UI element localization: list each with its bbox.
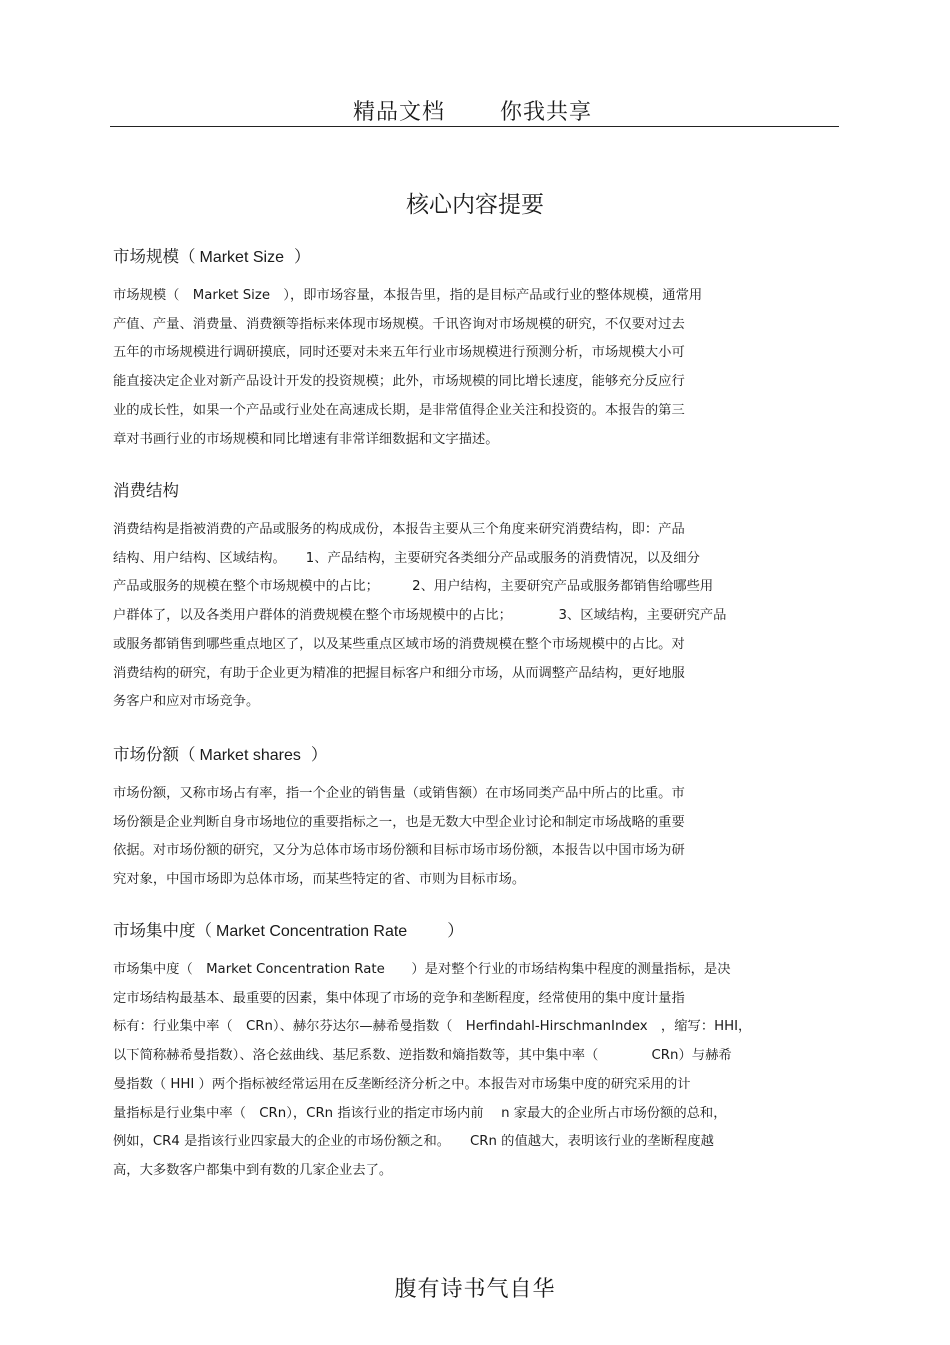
paragraph-line: 市场规模（ Market Size ），即市场容量，本报告里，指的是目标产品或行业的整体规模，通常用 [113,288,703,303]
paragraph-line: 结构、用户结构、区域结构。 1、产品结构，主要研究各类细分产品或服务的消费情况，以及细分 [113,550,700,566]
section-consumption-structure [113,476,843,717]
section-heading: 消费结构 [113,481,179,500]
header-left-text: 精品文档 [353,100,446,125]
paragraph-line: 定市场结构最基本、最重要的因素，集中体现了市场的竞争和垄断程度，经常使用的集中度计量指 [113,990,685,1006]
paragraph-line: 产值、产量、消费量、消费额等指标来体现市场规模。千讯咨询对市场规模的研究，不仅要对过去 [113,316,685,332]
section-heading: 市场集中度（ Market Concentration Rate ） [113,921,464,940]
paragraph-line: 依据。对市场份额的研究，又分为总体市场市场份额和目标市场市场份额，本报告以中国市场为研 [113,843,685,859]
paragraph-line: 消费结构是指被消费的产品或服务的构成成份，本报告主要从三个角度来研究消费结构，即：产品 [113,522,685,537]
paragraph-line: 消费结构的研究，有助于企业更为精准的把握目标客户和细分市场，从而调整产品结构，更好地服 [113,665,685,681]
paragraph-line: 高，大多数客户都集中到有数的几家企业去了。 [113,1162,393,1178]
paragraph-line: 市场集中度（ Market Concentration Rate ）是对整个行业的市场结构集中程度的测量指标，是决 [113,962,731,977]
section-market-shares [113,740,843,895]
paragraph-line: 究对象，中国市场即为总体市场，而某些特定的省、市则为目标市场。 [113,872,526,888]
paragraph-line: 量指标是行业集中率（ CRn），CRn 指该行业的指定市场内前 n 家最大的企业所占市场份额的总和， [113,1105,727,1121]
section-heading: 市场规模（ Market Size ） [113,247,311,266]
paragraph-line: 业的成长性，如果一个产品或行业处在高速成长期，是非常值得企业关注和投资的。本报告的第三 [113,402,685,418]
section-market-concentration [113,916,843,1186]
paragraph-line: 或服务都销售到哪些重点地区了，以及某些重点区域市场的消费规模在整个市场规模中的占比。对 [113,636,685,652]
section-heading: 市场份额（ Market shares ） [113,745,328,764]
page-footer: 腹有诗书气自华 [394,1277,556,1302]
paragraph-line: 务客户和应对市场竞争。 [113,694,260,710]
paragraph-line: 曼指数（ HHI ）两个指标被经常运用在反垄断经济分析之中。本报告对市场集中度的研究采用的计 [113,1076,691,1092]
paragraph-line: 例如，CR4 是指该行业四家最大的企业的市场份额之和。 CRn 的值越大，表明该行业的垄断程度越 [113,1134,714,1150]
paragraph-line: 能直接决定企业对新产品设计开发的投资规模；此外，市场规模的同比增长速度，能够充分反应行 [113,374,685,390]
paragraph-line: 户群体了，以及各类用户群体的消费规模在整个市场规模中的占比； 3、区域结构，主要研究产品 [113,608,727,624]
paragraph-line: 市场份额，又称市场占有率，指一个企业的销售量（或销售额）在市场同类产品中所占的比重。市 [113,786,685,801]
paragraph-line: 产品或服务的规模在整个市场规模中的占比； 2、用户结构，主要研究产品或服务都销售给哪些用 [113,579,714,595]
page-header [110,93,839,127]
paragraph-line: 标有：行业集中率（ CRn）、赫尔芬达尔—赫希曼指数（ Herfindahl-HirschmanIndex ，缩写：HHI， [113,1019,752,1035]
header-right-text: 你我共享 [500,100,593,125]
document-title: 核心内容提要 [406,192,544,218]
paragraph-line: 五年的市场规模进行调研摸底，同时还要对未来五年行业市场规模进行预测分析，市场规模大小可 [113,345,685,361]
paragraph-line: 以下简称赫希曼指数）、洛仑兹曲线、基尼系数、逆指数和熵指数等，其中集中率（ CRn）与赫希 [113,1048,732,1064]
paragraph-line: 场份额是企业判断自身市场地位的重要指标之一，也是无数大中型企业讨论和制定市场战略的重要 [113,814,685,830]
section-market-size [113,242,843,454]
paragraph-line: 章对书画行业的市场规模和同比增速有非常详细数据和文字描述。 [113,431,499,447]
